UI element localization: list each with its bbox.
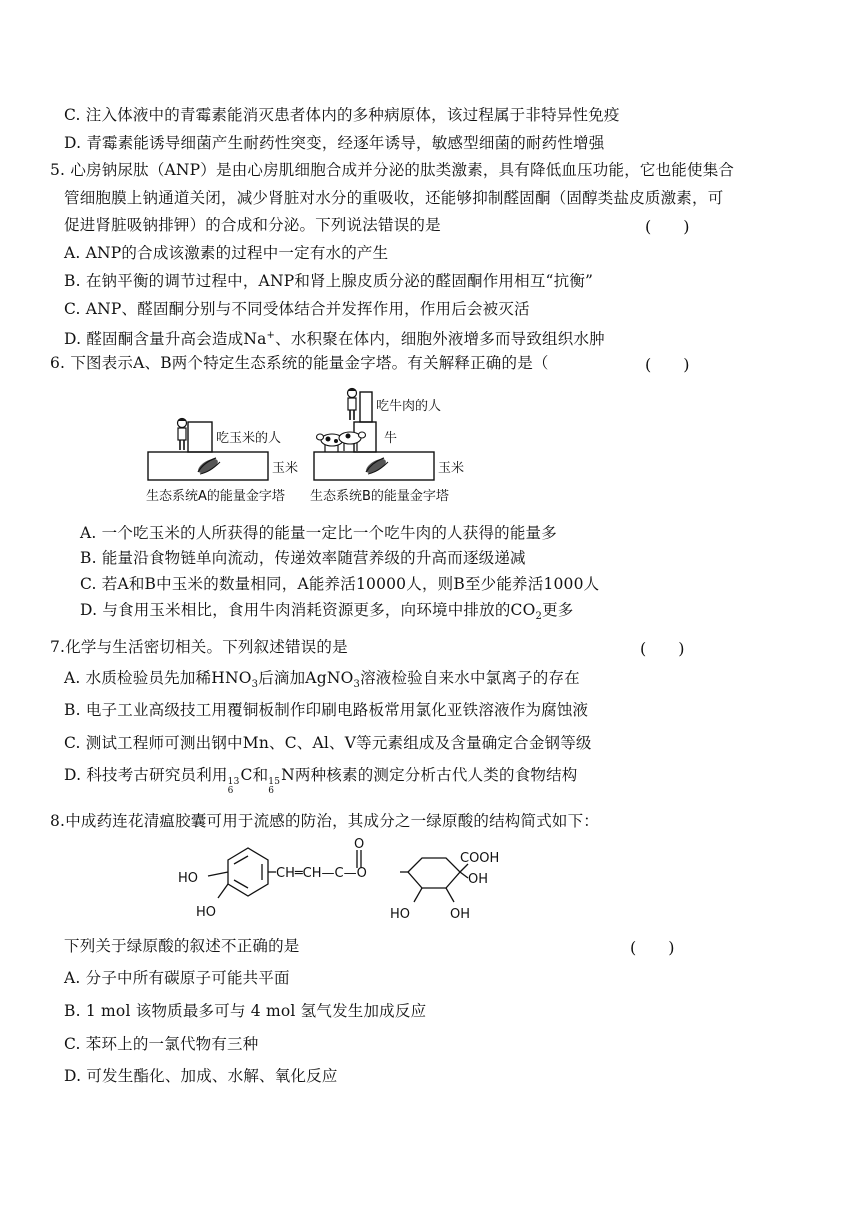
q6-answer-blank: ( ) — [645, 355, 690, 374]
person-icon — [178, 419, 187, 451]
cow-icon — [339, 432, 366, 451]
caption-a: 生态系统A的能量金字塔 — [146, 489, 285, 504]
q8-stem: 8.中成药连花清瘟胶囊可用于流感的防治，其成分之一绿原酸的结构简式如下： — [50, 812, 599, 830]
label-ho-1: HO — [178, 871, 199, 886]
q7-stem: 7.化学与生活密切相关。下列叙述错误的是 — [50, 638, 348, 656]
q6-option-c: C. 若A和B中玉米的数量相同，A能养活10000人，则B至少能养活1000人 — [80, 575, 600, 593]
q7-option-b: B. 电子工业高级技工用覆铜板制作印刷电路板常用氯化亚铁溶液作为腐蚀液 — [64, 701, 589, 719]
chlorogenic-acid-structure — [170, 836, 520, 926]
q8-option-a: A. 分子中所有碳原子可能共平面 — [64, 969, 290, 987]
q5-option-c: C. ANP、醛固酮分别与不同受体结合并发挥作用，作用后会被灭活 — [64, 300, 530, 318]
label-cooh: COOH — [460, 851, 500, 866]
q5-stem-line2: 管细胞膜上钠通道关闭，减少肾脏对水分的重吸收，还能够抑制醛固酮（固醇类盐皮质激素，可 — [64, 189, 724, 207]
label-ho-2: HO — [196, 905, 217, 920]
q5-option-d: D. 醛固酮含量升高会造成Na+、水积聚在体内，细胞外液增多而导致组织水肿 — [64, 330, 605, 349]
q4-option-d: D. 青霉素能诱导细菌产生耐药性突变，经逐年诱导，敏感型细菌的耐药性增强 — [64, 134, 605, 152]
q4-option-c: C. 注入体液中的青霉素能消灭患者体内的多种病原体，该过程属于非特异性免疫 — [64, 106, 620, 124]
label-oh-2: OH — [450, 907, 471, 922]
label-oh-1: OH — [468, 872, 489, 887]
q6-stem: 6. 下图表示A、B两个特定生态系统的能量金字塔。有关解释正确的是（ — [50, 354, 549, 372]
q8-option-b: B. 1 mol 该物质最多可与 4 mol 氢气发生加成反应 — [64, 1002, 427, 1020]
label-carbonyl-o: O — [354, 837, 365, 852]
energy-pyramid-figure — [140, 380, 480, 510]
pyramid-a-top — [188, 422, 212, 452]
q6-option-d: D. 与食用玉米相比，食用牛肉消耗资源更多，向环境中排放的$CO_2$更多 — [80, 601, 574, 623]
label-b-mid: 牛 — [384, 431, 398, 446]
q8-option-c: C. 苯环上的一氯代物有三种 — [64, 1035, 259, 1053]
q5-stem-line3: 促进肾脏吸钠排钾）的合成和分泌。下列说法错误的是 — [64, 216, 441, 234]
q5-option-b: B. 在钠平衡的调节过程中，ANP和肾上腺皮质分泌的醛固酮作用相互“抗衡” — [64, 272, 594, 290]
label-chain: CH═CH—C—O — [276, 866, 367, 881]
label-a-base: 玉米 — [272, 461, 299, 476]
q5-stem-line1: 5. 心房钠尿肽（ANP）是由心房肌细胞合成并分泌的肽类激素，具有降低血压功能，它也能使集合 — [50, 161, 735, 179]
label-b-base: 玉米 — [438, 461, 465, 476]
q8-question: 下列关于绿原酸的叙述不正确的是 — [64, 937, 300, 955]
isotope-c13: 13 6 — [227, 777, 240, 796]
corn-icon — [364, 456, 388, 476]
q5-option-a: A. ANP的合成该激素的过程中一定有水的产生 — [64, 244, 389, 262]
caption-b: 生态系统B的能量金字塔 — [310, 489, 449, 504]
label-ho-3: HO — [390, 907, 411, 922]
q8-option-d: D. 可发生酯化、加成、水解、氧化反应 — [64, 1067, 338, 1085]
q7-option-a: A. 水质检验员先加稀$HNO_3$后滴加AgNO$_3$溶液检验自来水中氯离子的存在 — [64, 669, 580, 691]
pyramid-b-top — [360, 392, 372, 422]
isotope-n15: 15 6 — [268, 777, 281, 796]
q6-option-a: A. 一个吃玉米的人所获得的能量一定比一个吃牛肉的人获得的能量多 — [80, 524, 557, 542]
label-a-top: 吃玉米的人 — [216, 431, 282, 446]
q8-answer-blank: ( ) — [630, 938, 675, 957]
label-b-top: 吃牛肉的人 — [376, 399, 442, 414]
cyclohexane-ring — [408, 858, 460, 888]
corn-icon — [196, 456, 220, 476]
q5-answer-blank: ( ) — [645, 217, 690, 236]
q7-option-d: D. 科技考古研究员利用 13 6 C和 15 6 N两种核素的测定分析古代人类的食物结构 — [64, 766, 578, 796]
q6-option-b: B. 能量沿食物链单向流动，传递效率随营养级的升高而逐级递减 — [80, 549, 526, 567]
q7-option-c: C. 测试工程师可测出钢中Mn、C、Al、V等元素组成及含量确定合金钢等级 — [64, 734, 592, 752]
person-icon — [348, 389, 357, 421]
q7-answer-blank: ( ) — [640, 639, 685, 658]
